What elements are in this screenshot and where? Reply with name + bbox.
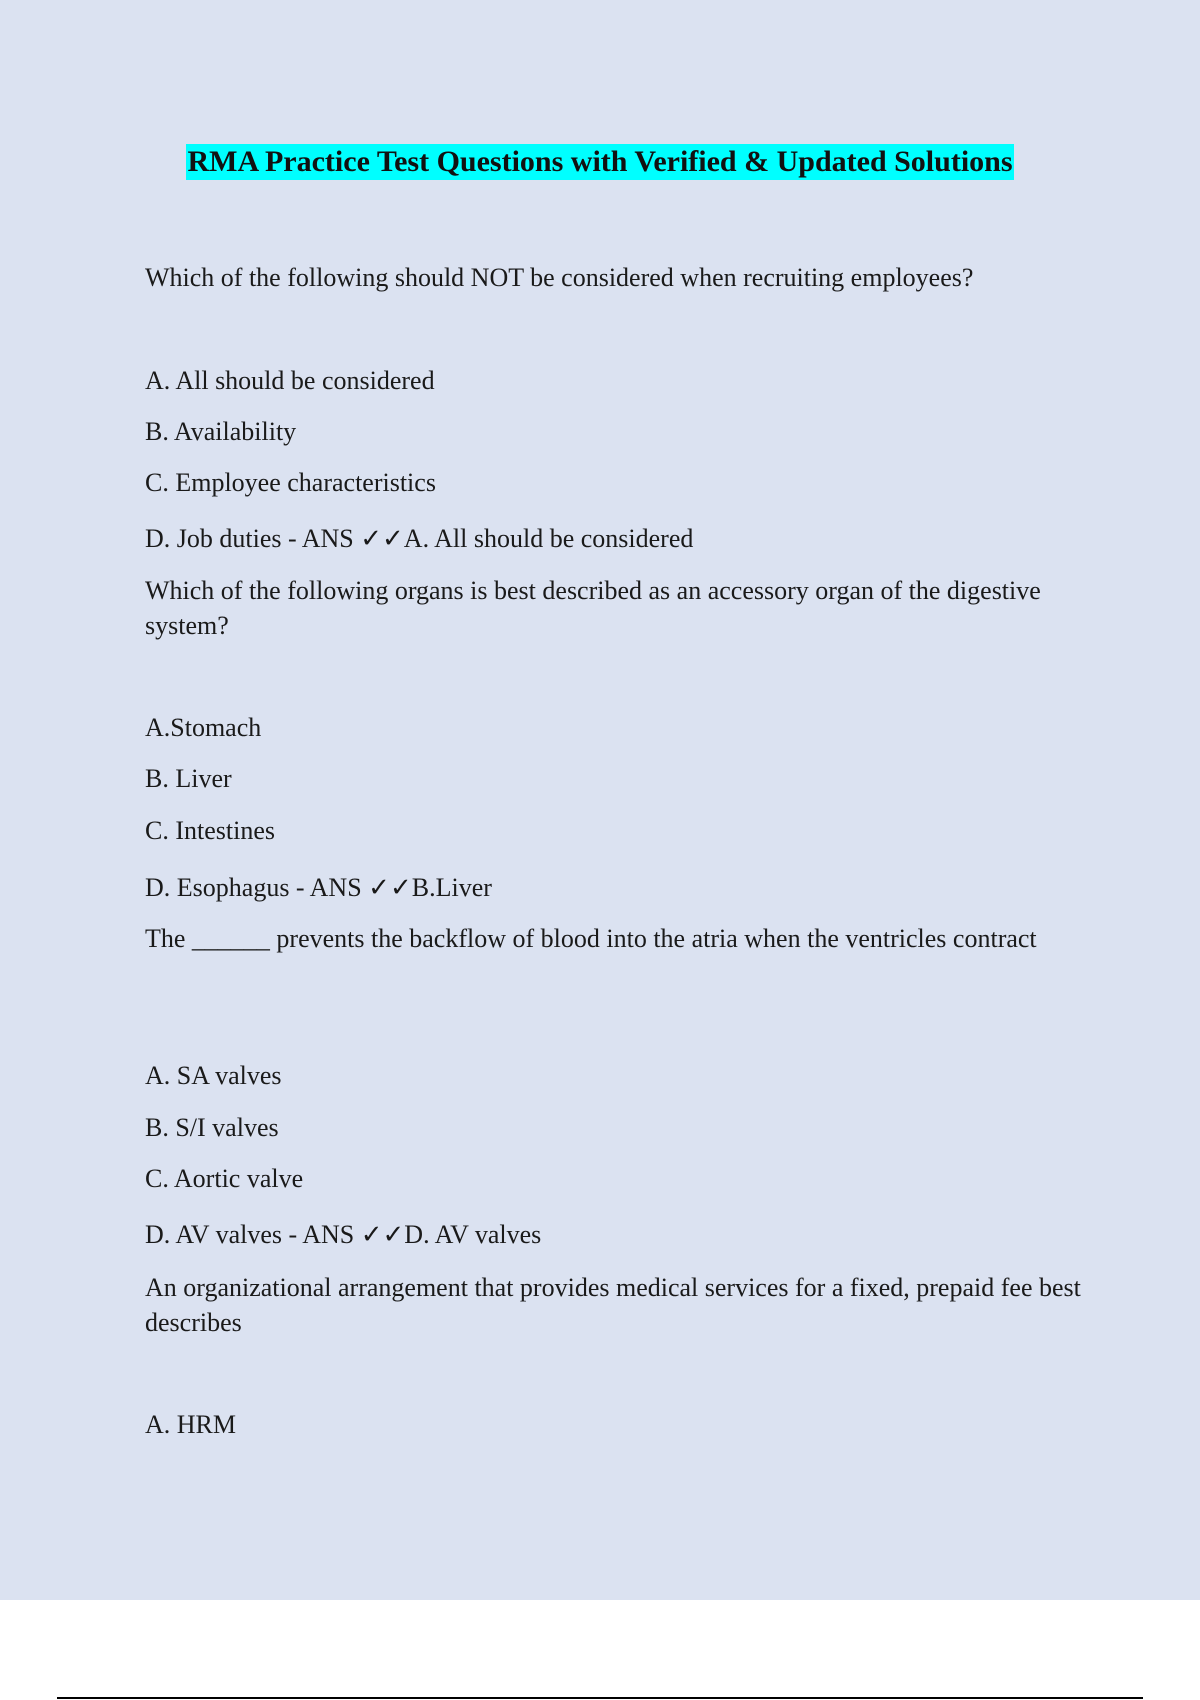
q1-option-a: A. All should be considered [145,366,435,395]
document-title: RMA Practice Test Questions with Verified & Updated Solutions [187,145,1013,178]
q2-option-a: A.Stomach [145,713,262,742]
q3-option-b: B. S/I valves [145,1113,279,1142]
question-3: The ______ prevents the backflow of blood into the atria when the ventricles contract [145,924,1037,953]
q2-option-d-answer: D. Esophagus - ANS ✓✓B.Liver [145,873,492,902]
q4-option-a: A. HRM [145,1410,237,1439]
footer-divider [57,1697,1143,1699]
q1-option-b: B. Availability [145,417,297,446]
q3-option-a: A. SA valves [145,1061,282,1090]
title-container [0,144,1200,180]
q1-option-d-answer: D. Job duties - ANS ✓✓A. All should be considered [145,524,694,553]
question-2: Which of the following organs is best described as an accessory organ of the digestive system? [145,576,1041,640]
question-1: Which of the following should NOT be considered when recruiting employees? [145,263,974,292]
q2-option-b: B. Liver [145,764,232,793]
q2-option-c: C. Intestines [145,816,275,845]
q3-option-d-answer: D. AV valves - ANS ✓✓D. AV valves [145,1220,542,1249]
page-footer [0,1600,1200,1700]
question-4: An organizational arrangement that provides medical services for a fixed, prepaid fee best describes [145,1273,1081,1337]
q3-option-c: C. Aortic valve [145,1164,304,1193]
q1-option-c: C. Employee characteristics [145,468,436,497]
